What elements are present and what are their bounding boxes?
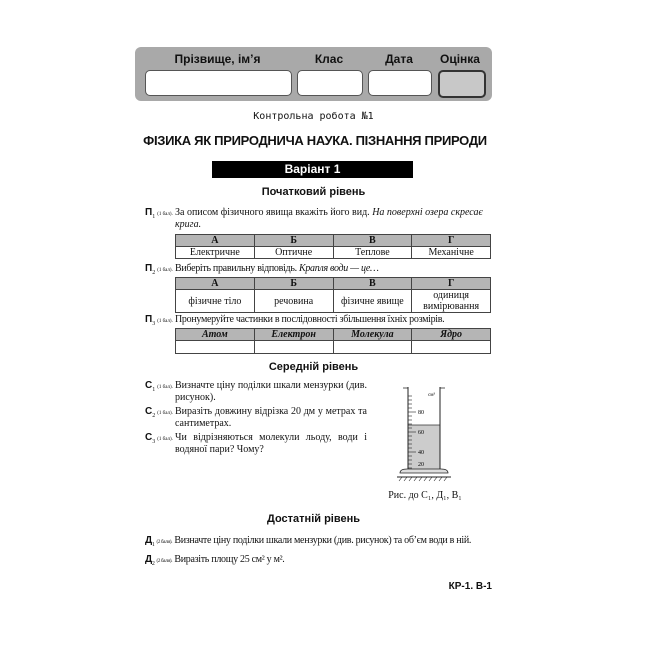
p3-answer-table: Атом Електрон Молекула Ядро xyxy=(175,328,491,354)
level-heading-sufficient: Достатній рівень xyxy=(267,513,360,525)
tick-label: 40 xyxy=(418,450,424,456)
date-label: Дата xyxy=(385,52,413,66)
answer-cell[interactable] xyxy=(412,341,491,354)
question-p1: $П_1$ (1 бал). За описом фізичного явища вкажіть його вид. На поверхні озера скресає крига. xyxy=(145,207,483,230)
grade-label: Оцінка xyxy=(440,52,480,66)
name-field[interactable] xyxy=(145,70,292,96)
option-b[interactable]: Оптичне xyxy=(254,247,333,259)
work-label: Контрольна робота №1 xyxy=(253,111,374,122)
footer-code: КР-1. В-1 xyxy=(448,581,492,592)
figure-caption: Рис. до С₁, Д₁, В₁ xyxy=(388,490,462,501)
option-c[interactable]: Теплове xyxy=(333,247,412,259)
tick-label: 80 xyxy=(418,410,424,416)
page-title: ФІЗИКА ЯК ПРИРОДНИЧА НАУКА. ПІЗНАННЯ ПРИРОДИ xyxy=(143,133,487,148)
option-d[interactable]: одиниця вимірювання xyxy=(412,290,491,313)
grade-field[interactable] xyxy=(438,70,486,98)
question-c1: $С_1$ (1 бал). Визначте ціну поділки шкали мензурки (див. рисунок). xyxy=(145,380,367,403)
name-label: Прізвище, ім’я xyxy=(174,52,261,66)
question-p2: $П_2$ (1 бал). Виберіть правильну відповідь. Крапля води — це… xyxy=(145,263,379,276)
p1-answer-table: А Б В Г Електричне Оптичне Теплове Механічне xyxy=(175,234,491,259)
question-d2: $Д_2$ (2 бали). Виразіть площу 25 см² у м². xyxy=(145,554,285,567)
level-heading-initial: Початковий рівень xyxy=(261,186,366,198)
measuring-cylinder-figure xyxy=(395,385,455,487)
question-c3: $С_3$ (1 бал). Чи відрізняються молекули льоду, води і водяної пари? Чому? xyxy=(145,432,367,455)
question-p3: $П_3$ (1 бал). Пронумеруйте частинки в послідовності збільшення їхніх розмірів. xyxy=(145,314,445,327)
option-a[interactable]: Електричне xyxy=(176,247,255,259)
answer-cell[interactable] xyxy=(333,341,412,354)
level-heading-medium: Середній рівень xyxy=(268,361,359,373)
option-c[interactable]: фізичне явище xyxy=(333,290,412,313)
tick-label: 20 xyxy=(418,462,424,468)
answer-cell[interactable] xyxy=(176,341,255,354)
question-d1: $Д_1$ (2 бали). Визначте ціну поділки шкали мензурки (див. рисунок) та об’єм води в ній. xyxy=(145,535,472,548)
class-label: Клас xyxy=(314,52,344,66)
tick-label: 60 xyxy=(418,430,424,436)
p2-answer-table: А Б В Г фізичне тіло речовина фізичне явище одиниця вимірювання xyxy=(175,277,491,313)
class-field[interactable] xyxy=(297,70,363,96)
student-info-header xyxy=(135,47,492,101)
date-field[interactable] xyxy=(368,70,432,96)
answer-cell[interactable] xyxy=(254,341,333,354)
question-c2: $С_2$ (1 бал). Виразіть довжину відрізка 20 дм у метрах та сантиметрах. xyxy=(145,406,367,429)
option-a[interactable]: фізичне тіло xyxy=(176,290,255,313)
option-d[interactable]: Механічне xyxy=(412,247,491,259)
variant-banner: Варіант 1 xyxy=(212,161,413,178)
option-b[interactable]: речовина xyxy=(254,290,333,313)
unit-label: см³ xyxy=(428,393,435,398)
